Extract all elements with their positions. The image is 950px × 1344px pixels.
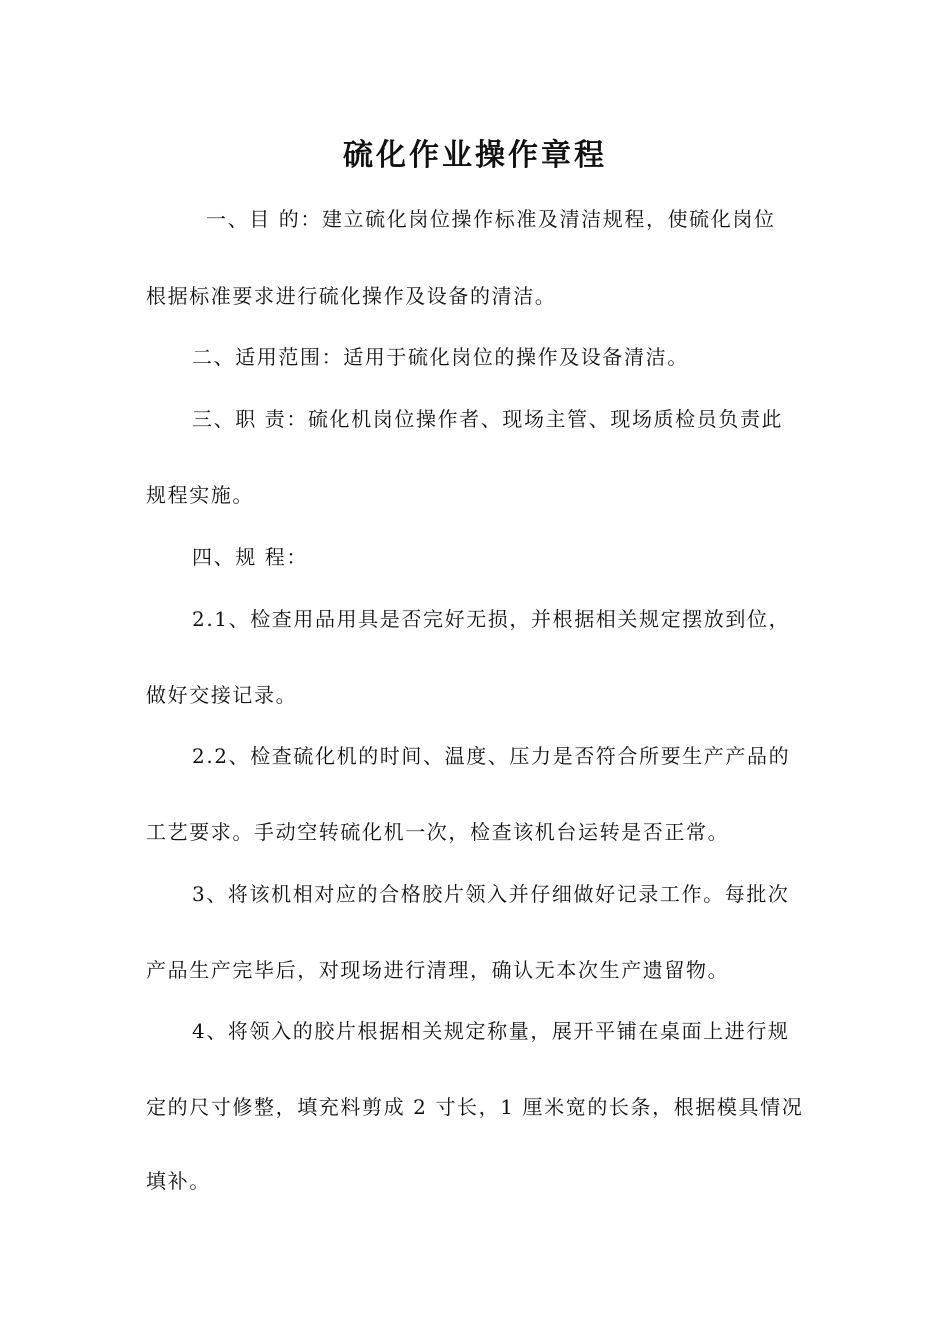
step-4-line-1: 4、将领入的胶片根据相关规定称量，展开平铺在桌面上进行规 <box>192 1019 790 1043</box>
step-4-line-2: 定的尺寸修整，填充料剪成 2 寸长，1 厘米宽的长条，根据模具情况 <box>146 1095 804 1119</box>
purpose-line-1: 一、目 的：建立硫化岗位操作标准及清洁规程，使硫化岗位 <box>206 207 776 231</box>
step-2-2-line-1: 2.2、检查硫化机的时间、温度、压力是否符合所要生产产品的 <box>192 744 791 768</box>
step-3-line-2: 产品生产完毕后，对现场进行清理，确认无本次生产遗留物。 <box>146 958 730 982</box>
scope-line: 二、适用范围：适用于硫化岗位的操作及设备清洁。 <box>192 345 689 369</box>
document-title: 硫化作业操作章程 <box>343 138 607 173</box>
procedure-heading: 四、规 程： <box>192 545 308 569</box>
step-2-1-line-1: 2.1、检查用品用具是否完好无损，并根据相关规定摆放到位， <box>192 607 791 631</box>
step-2-1-line-2: 做好交接记录。 <box>146 683 298 707</box>
step-2-2-line-2: 工艺要求。手动空转硫化机一次，检查该机台运转是否正常。 <box>146 820 730 844</box>
step-3-line-1: 3、将该机相对应的合格胶片领入并仔细做好记录工作。每批次 <box>192 882 790 906</box>
step-4-line-3: 填补。 <box>146 1169 211 1193</box>
duty-line-1: 三、职 责：硫化机岗位操作者、现场主管、现场质检员负责此 <box>192 407 784 431</box>
purpose-line-2: 根据标准要求进行硫化操作及设备的清洁。 <box>146 284 557 308</box>
duty-line-2: 规程实施。 <box>146 483 254 507</box>
